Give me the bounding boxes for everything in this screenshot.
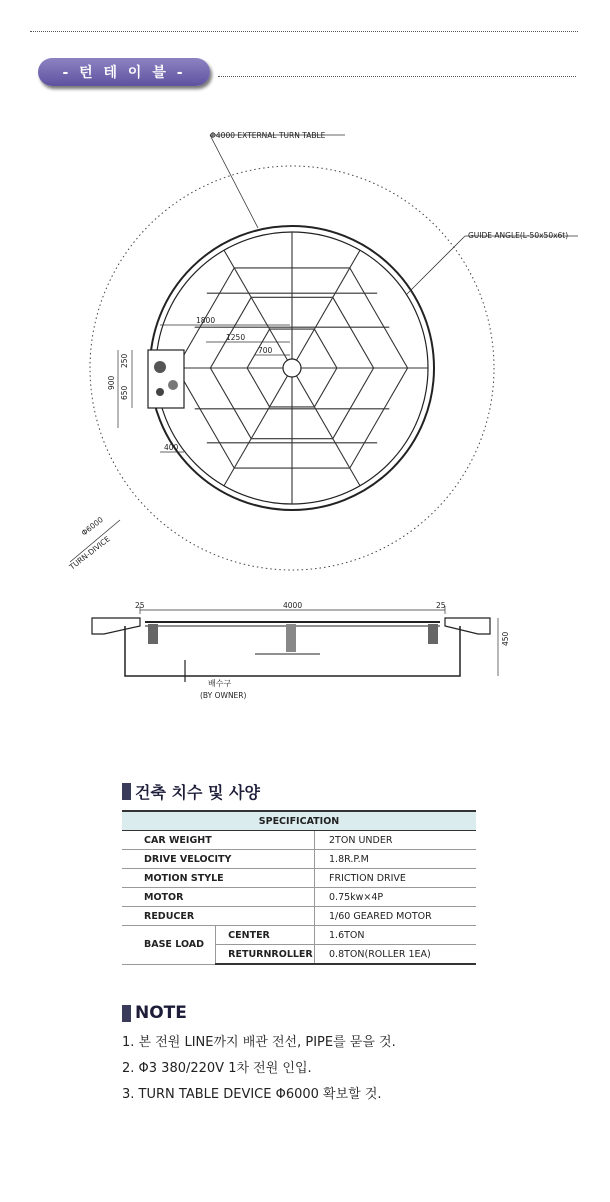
by-owner-label: (BY OWNER) [200,691,247,700]
spec-value: 1.6TON [315,926,477,945]
spec-table-title: SPECIFICATION [122,811,476,831]
heading-bullet [122,783,131,800]
spec-label: MOTION STYLE [122,869,315,888]
spec-value: 2TON UNDER [315,831,477,850]
spec-sub-label: CENTER [216,926,315,945]
dim-1800: 1800 [196,316,216,325]
table-row [122,831,476,850]
label-phi6000: Φ6000 [79,515,105,538]
turntable-section-drawing [0,598,610,708]
dim-1250: 1250 [226,333,246,342]
spec-value: FRICTION DRIVE [315,869,477,888]
label-external-turntable: Φ4000 EXTERNAL TURN TABLE [210,131,326,140]
spec-value: 0.8TON(ROLLER 1EA) [315,945,477,965]
spec-sub-label: RETURNROLLER [216,945,315,965]
spec-label: DRIVE VELOCITY [122,850,315,869]
note-item: 1. 본 전원 LINE까지 배관 전선, PIPE를 묻을 것. [122,1035,396,1050]
title-divider [218,76,576,77]
section-title: - 턴 테 이 블 - [62,65,186,81]
note-item: 3. TURN TABLE DEVICE Φ6000 확보할 것. [122,1087,382,1102]
spec-label: MOTOR [122,888,315,907]
table-row [122,888,476,907]
spec-value: 1.8R.P.M [315,850,477,869]
note-list [122,1030,396,1108]
dim-450: 450 [501,631,510,646]
base-load-label: BASE LOAD [122,926,216,965]
note-heading-text: NOTE [135,1003,187,1023]
spec-heading [122,780,260,803]
table-row [122,926,476,945]
spec-value: 0.75kw×4P [315,888,477,907]
dim-25-left: 25 [135,601,145,610]
drain-label: 배수구 [208,679,232,688]
spec-value: 1/60 GEARED MOTOR [315,907,477,926]
heading-bullet [122,1005,131,1022]
dim-25-right: 25 [436,601,446,610]
label-turn-device: TURN-DIVICE [67,534,112,572]
spec-label: REDUCER [122,907,315,926]
dim-700: 700 [258,346,273,355]
dim-4000: 4000 [283,601,303,610]
table-row [122,850,476,869]
section-title-badge [38,58,210,86]
spec-label: CAR WEIGHT [122,831,315,850]
table-row [122,869,476,888]
dim-400: 400 [164,443,179,452]
table-row [122,907,476,926]
spec-table [122,810,476,965]
spec-heading-text: 건축 치수 및 사양 [135,783,260,802]
note-heading [122,1003,187,1023]
dim-900: 900 [107,375,116,390]
note-item: 2. Φ3 380/220V 1차 전원 인입. [122,1061,312,1076]
top-divider [30,31,578,32]
label-guide-angle: GUIDE ANGLE(L-50x50x6t) [468,231,569,240]
dim-250: 250 [120,353,129,368]
dim-650: 650 [120,385,129,400]
